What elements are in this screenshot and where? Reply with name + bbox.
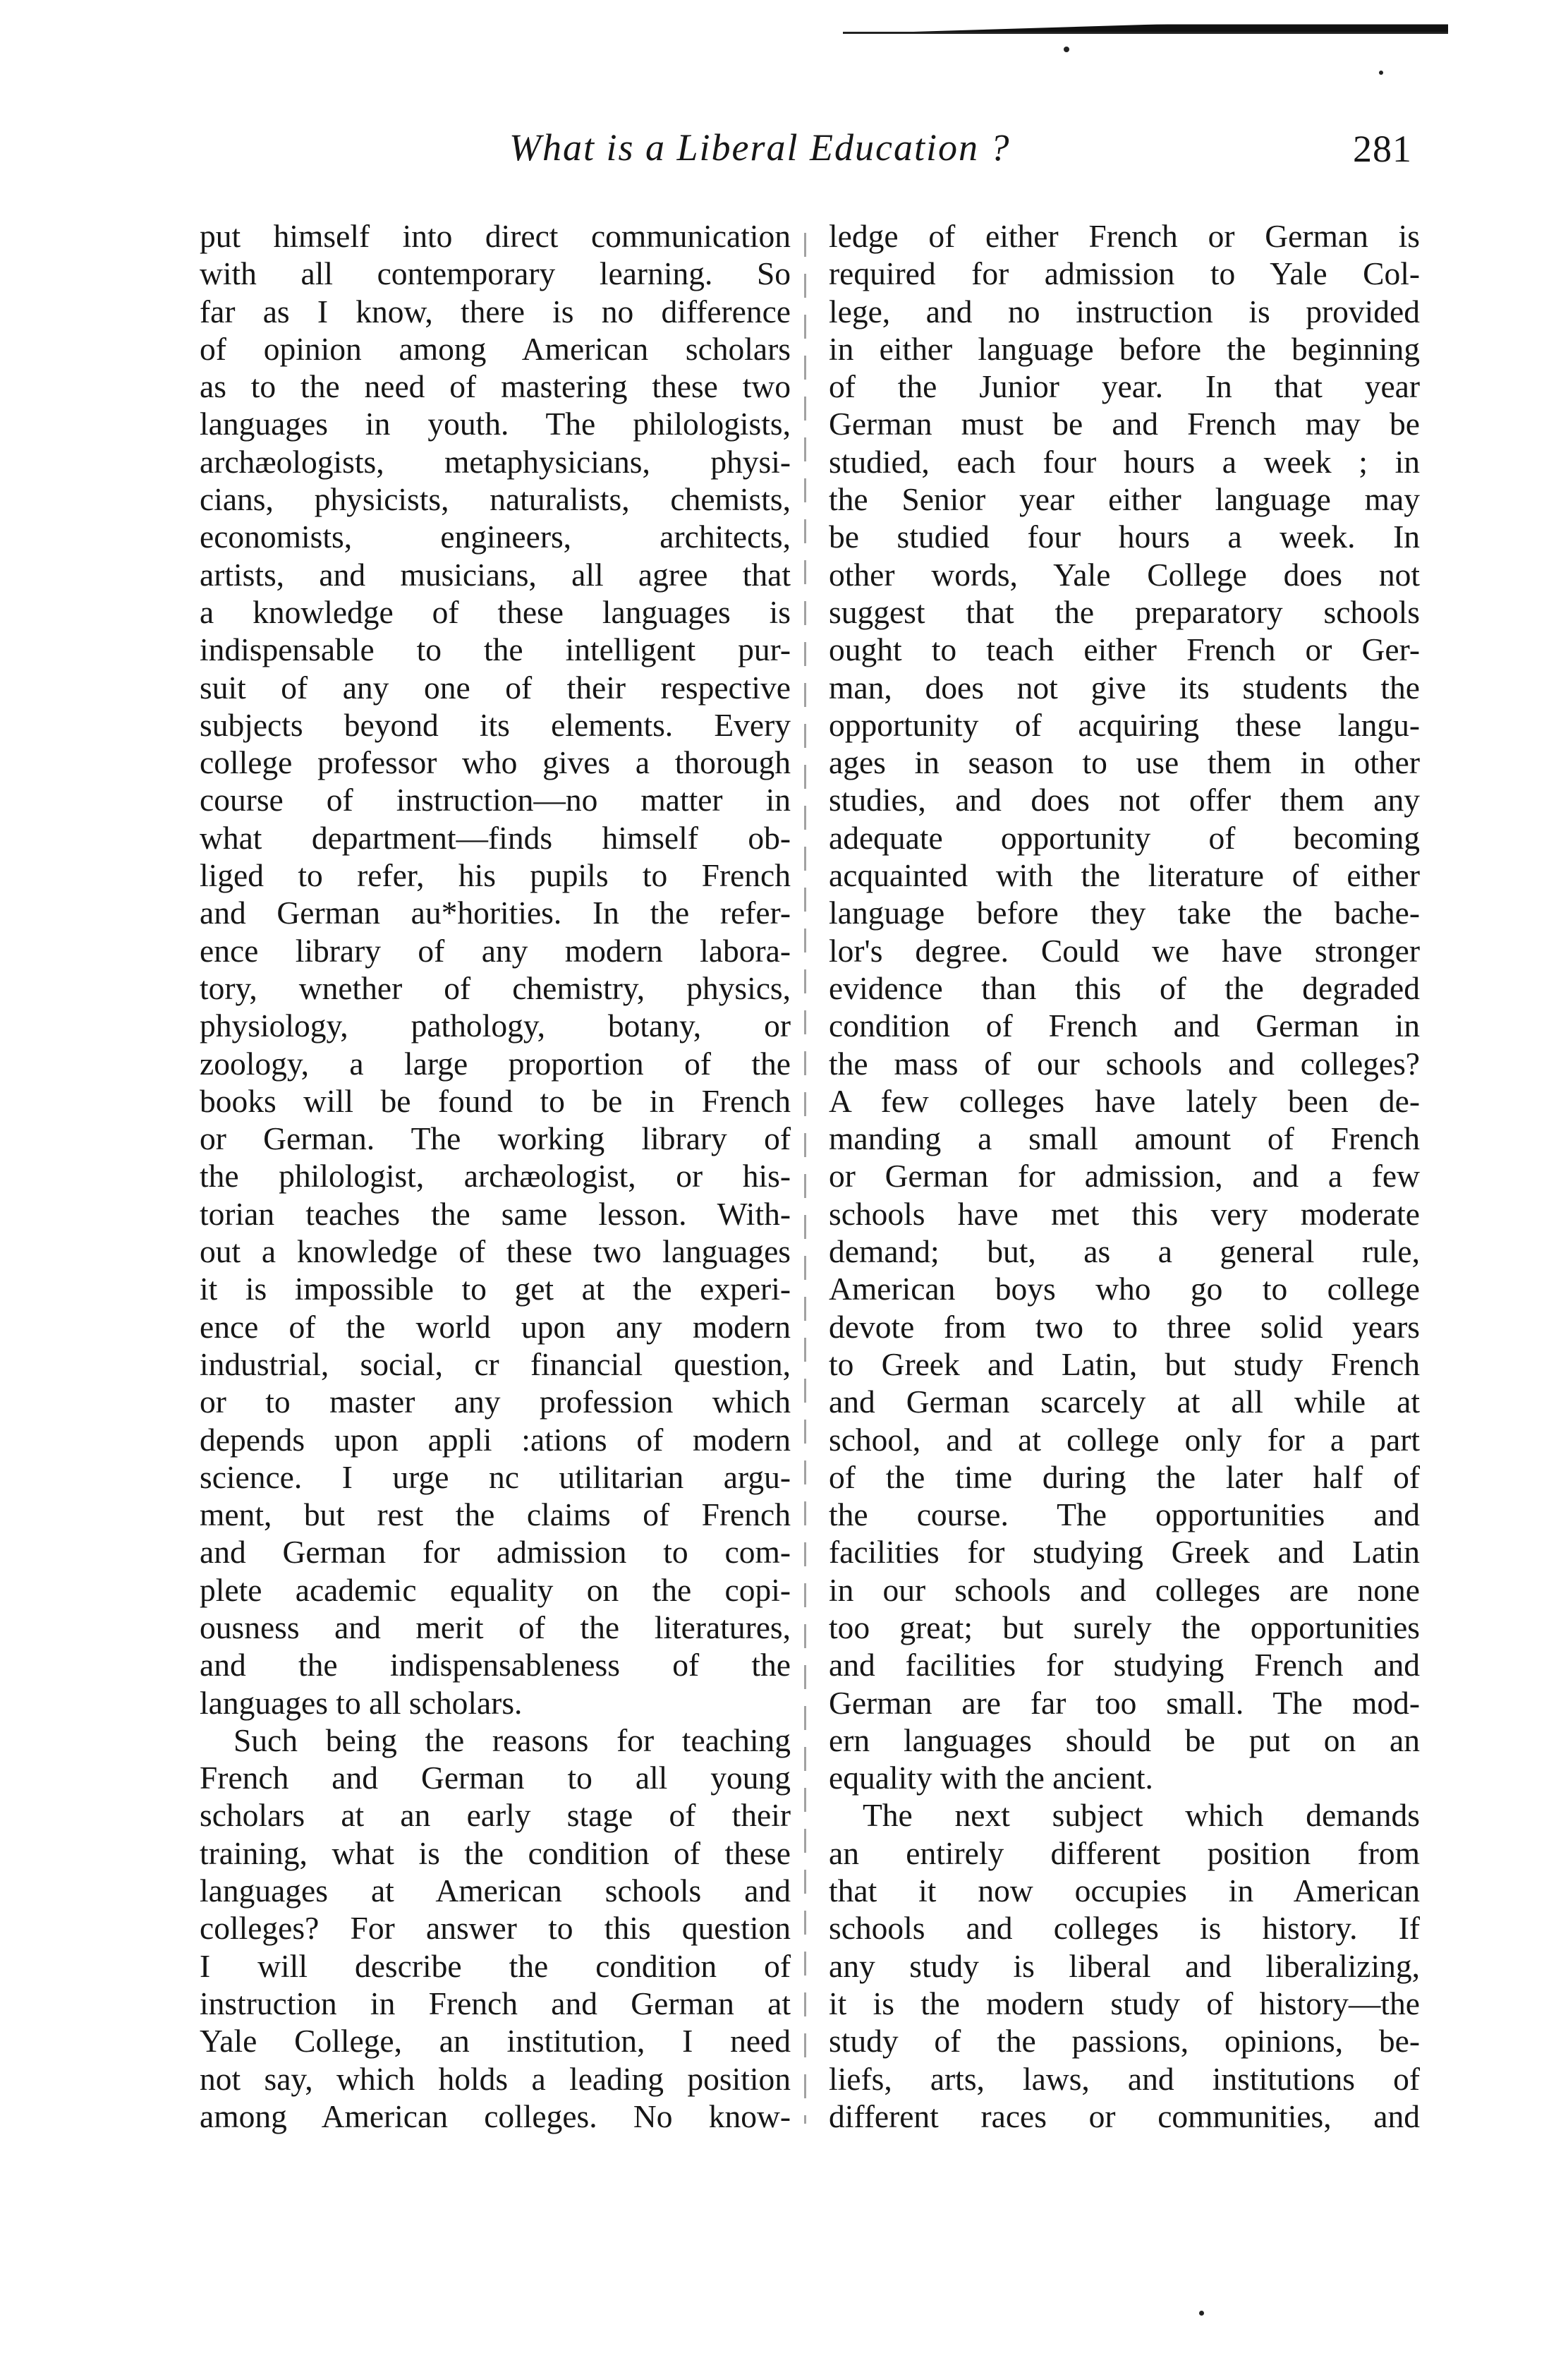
- text-line: ence of the world upon any modern: [200, 1308, 791, 1345]
- text-line: archæologists, metaphysicians, physi-: [200, 443, 791, 480]
- text-line: be studied four hours a week. In: [829, 519, 1420, 555]
- text-line: a knowledge of these languages is: [200, 593, 791, 630]
- text-line: in either language before the beginning: [829, 330, 1420, 367]
- text-line: zoology, a large proportion of the: [200, 1045, 791, 1082]
- text-line: and German for admission to com-: [200, 1534, 791, 1571]
- text-line: devote from two to three solid years: [829, 1308, 1420, 1345]
- text-line: lege, and no instruction is provided: [829, 293, 1420, 329]
- text-line: evidence than this of the degraded: [829, 969, 1420, 1006]
- text-line: cians, physicists, naturalists, chemists,: [200, 481, 791, 518]
- text-line: an entirely different position from: [829, 1834, 1420, 1871]
- text-line: industrial, social, cr financial question,: [200, 1345, 791, 1382]
- text-line: French and German to all young: [200, 1760, 791, 1796]
- text-line: it is the modern study of history—the: [829, 1985, 1420, 2021]
- text-line: American boys who go to college: [829, 1271, 1420, 1307]
- text-line: in our schools and colleges are none: [829, 1571, 1420, 1608]
- text-line: indispensable to the intelligent pur-: [200, 631, 791, 668]
- paragraph-end-line: languages to all scholars.: [200, 1684, 523, 1721]
- text-line: adequate opportunity of becoming: [829, 819, 1420, 856]
- text-line: of the Junior year. In that year: [829, 368, 1420, 405]
- text-line: among American colleges. No know-: [200, 2098, 791, 2134]
- text-line: and the indispensableness of the: [200, 1647, 791, 1683]
- text-line: put himself into direct communication: [200, 218, 791, 254]
- text-line: and facilities for studying French and: [829, 1647, 1420, 1683]
- text-line: depends upon appli :ations of modern: [200, 1421, 791, 1458]
- text-line: physiology, pathology, botany, or: [200, 1008, 791, 1044]
- text-line: man, does not give its students the: [829, 669, 1420, 706]
- text-line: I will describe the condition of: [200, 1947, 791, 1984]
- text-line: Yale College, an institution, I need: [200, 2023, 791, 2059]
- text-line: ment, but rest the claims of French: [200, 1496, 791, 1533]
- text-line: language before they take the bache-: [829, 895, 1420, 931]
- paragraph-start-line: The next subject which demands: [863, 1797, 1420, 1834]
- text-line: ages in season to use them in other: [829, 744, 1420, 781]
- text-line: artists, and musicians, all agree that: [200, 556, 791, 593]
- text-line: training, what is the condition of these: [200, 1834, 791, 1871]
- text-line: and German scarcely at all while at: [829, 1384, 1420, 1420]
- running-title: What is a Liberal Education ?: [509, 126, 1011, 169]
- text-line: what department—finds himself ob-: [200, 819, 791, 856]
- page-number: 281: [1353, 128, 1412, 170]
- text-line: out a knowledge of these two languages: [200, 1233, 791, 1270]
- paragraph-end-line: equality with the ancient.: [829, 1760, 1153, 1796]
- text-line: economists, engineers, architects,: [200, 519, 791, 555]
- text-line: suggest that the preparatory schools: [829, 593, 1420, 630]
- text-line: acquainted with the literature of either: [829, 857, 1420, 894]
- text-line: ledge of either French or German is: [829, 218, 1420, 254]
- text-line: that it now occupies in American: [829, 1873, 1420, 1909]
- text-line: liged to refer, his pupils to French: [200, 857, 791, 894]
- text-line: suit of any one of their respective: [200, 669, 791, 706]
- text-line: to Greek and Latin, but study French: [829, 1345, 1420, 1382]
- text-line: the course. The opportunities and: [829, 1496, 1420, 1533]
- text-line: plete academic equality on the copi-: [200, 1571, 791, 1608]
- text-line: facilities for studying Greek and Latin: [829, 1534, 1420, 1571]
- text-line: books will be found to be in French: [200, 1082, 791, 1119]
- text-line: torian teaches the same lesson. With-: [200, 1195, 791, 1232]
- text-line: condition of French and German in: [829, 1008, 1420, 1044]
- text-line: the philologist, archæologist, or his-: [200, 1158, 791, 1194]
- ink-speck: [1379, 71, 1383, 75]
- text-line: ousness and merit of the literatures,: [200, 1609, 791, 1645]
- text-line: as to the need of mastering these two: [200, 368, 791, 405]
- header-rule: [843, 32, 1448, 34]
- text-line: demand; but, as a general rule,: [829, 1233, 1420, 1270]
- text-line: other words, Yale College does not: [829, 556, 1420, 593]
- text-line: of opinion among American scholars: [200, 330, 791, 367]
- text-line: with all contemporary learning. So: [200, 255, 791, 292]
- text-line: of the time during the later half of: [829, 1458, 1420, 1495]
- text-line: or to master any profession which: [200, 1384, 791, 1420]
- text-line: and German au*horities. In the refer-: [200, 895, 791, 931]
- text-line: or German. The working library of: [200, 1120, 791, 1157]
- text-line: the Senior year either language may: [829, 481, 1420, 518]
- text-line: study of the passions, opinions, be-: [829, 2023, 1420, 2059]
- text-line: opportunity of acquiring these langu-: [829, 706, 1420, 743]
- column-divider: [804, 233, 806, 2124]
- text-line: scholars at an early stage of their: [200, 1797, 791, 1834]
- text-line: schools and colleges is history. If: [829, 1910, 1420, 1947]
- text-line: not say, which holds a leading position: [200, 2060, 791, 2097]
- text-line: any study is liberal and liberalizing,: [829, 1947, 1420, 1984]
- text-line: instruction in French and German at: [200, 1985, 791, 2021]
- text-line: school, and at college only for a part: [829, 1421, 1420, 1458]
- text-line: subjects beyond its elements. Every: [200, 706, 791, 743]
- text-line: course of instruction—no matter in: [200, 782, 791, 818]
- text-line: languages in youth. The philologists,: [200, 406, 791, 442]
- text-line: ern languages should be put on an: [829, 1722, 1420, 1758]
- ink-speck: [1199, 2311, 1204, 2316]
- text-line: schools have met this very moderate: [829, 1195, 1420, 1232]
- text-line: it is impossible to get at the experi-: [200, 1271, 791, 1307]
- text-line: tory, wnether of chemistry, physics,: [200, 969, 791, 1006]
- text-line: A few colleges have lately been de-: [829, 1082, 1420, 1119]
- text-line: manding a small amount of French: [829, 1120, 1420, 1157]
- text-line: languages at American schools and: [200, 1873, 791, 1909]
- text-line: lor's degree. Could we have stronger: [829, 932, 1420, 969]
- paragraph-start-line: Such being the reasons for teaching: [233, 1722, 791, 1758]
- text-line: liefs, arts, laws, and institutions of: [829, 2060, 1420, 2097]
- text-line: ought to teach either French or Ger-: [829, 631, 1420, 668]
- right-column: [829, 217, 1420, 2135]
- ink-speck: [1064, 47, 1069, 52]
- text-line: or German for admission, and a few: [829, 1158, 1420, 1194]
- text-line: German must be and French may be: [829, 406, 1420, 442]
- text-line: science. I urge nc utilitarian argu-: [200, 1458, 791, 1495]
- text-line: ence library of any modern labora-: [200, 932, 791, 969]
- text-line: the mass of our schools and colleges?: [829, 1045, 1420, 1082]
- text-line: required for admission to Yale Col-: [829, 255, 1420, 292]
- text-line: too great; but surely the opportunities: [829, 1609, 1420, 1645]
- text-line: German are far too small. The mod-: [829, 1684, 1420, 1721]
- text-line: studied, each four hours a week ; in: [829, 443, 1420, 480]
- left-column: [200, 217, 791, 2135]
- text-line: studies, and does not offer them any: [829, 782, 1420, 818]
- text-line: colleges? For answer to this question: [200, 1910, 791, 1947]
- text-line: college professor who gives a thorough: [200, 744, 791, 781]
- text-line: far as I know, there is no difference: [200, 293, 791, 329]
- text-line: different races or communities, and: [829, 2098, 1420, 2134]
